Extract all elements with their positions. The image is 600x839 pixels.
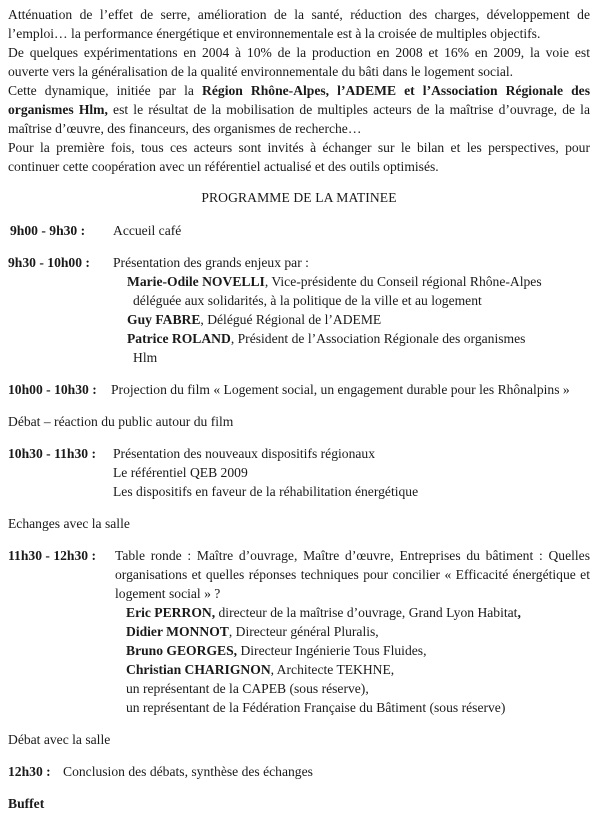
agenda-time: 9h00 - 9h30 : [10, 223, 86, 238]
agenda-time: 10h30 - 11h30 : [8, 446, 96, 461]
speaker-name: Didier MONNOT [126, 624, 229, 639]
agenda-text: Présentation des grands enjeux par : [113, 255, 309, 270]
speaker-name: Marie-Odile NOVELLI [127, 274, 265, 289]
speaker-novelli [113, 272, 590, 291]
programme-title: PROGRAMME DE LA MATINEE [201, 190, 397, 205]
echanges-salle: Echanges avec la salle [8, 516, 130, 531]
agenda-time: 9h30 - 10h00 : [8, 255, 90, 270]
agenda-text: Projection du film « Logement social, un engagement durable pour les Rhônalpins » [111, 382, 570, 397]
speaker-role: , Président de l’Association Régionale des organismes [230, 331, 526, 346]
agenda-time: 11h30 - 12h30 : [8, 548, 96, 563]
speaker-role: , Architecte TEKHNE, [270, 662, 395, 677]
agenda-item-accueil [8, 221, 590, 240]
speaker-name: Patrice ROLAND [127, 331, 231, 346]
intro-paragraph-2: De quelques expérimentations en 2004 à 10% de la production en 2008 et 16% en 2009, la voie est ouverte vers la généralisation de la qualité environnementale du bâti dans le logement social. [8, 45, 590, 79]
buffet-label: Buffet [8, 796, 45, 811]
speaker-ffb: un représentant de la Fédération Française du Bâtiment (sous réserve) [126, 700, 506, 715]
speaker-fabre [113, 310, 590, 329]
intro-paragraph-4: Pour la première fois, tous ces acteurs sont invités à échanger sur le bilan et les perspectives, pour continuer cette coopération avec un référentiel actualisé et des outils optimisés. [8, 140, 590, 174]
speaker-name: Guy FABRE [127, 312, 201, 327]
agenda-time: 12h30 : [8, 764, 51, 779]
document-page [8, 5, 590, 813]
agenda-text: Accueil café [113, 223, 182, 238]
speaker-role: , Délégué Régional de l’ADEME [200, 312, 382, 327]
agenda-item-dispositifs [8, 444, 590, 501]
speaker-perron [115, 603, 590, 622]
speaker-name: Christian CHARIGNON [126, 662, 271, 677]
speaker-role: directeur de la maîtrise d’ouvrage, Grand Lyon Habitat [215, 605, 518, 620]
speaker-name: Eric PERRON, [126, 605, 216, 620]
speaker-monnot [115, 622, 590, 641]
intro-section [8, 5, 590, 176]
intro-p3-partners: Région Rhône-Alpes, l’ADEME et l’Association Régionale des organismes Hlm, [8, 83, 590, 117]
speaker-charignon [115, 660, 590, 679]
speaker-role: , Vice-présidente du Conseil régional Rhône-Alpes [264, 274, 542, 289]
speaker-name: Bruno GEORGES, [126, 643, 238, 658]
agenda-text: Présentation des nouveaux dispositifs régionaux [113, 446, 376, 461]
speaker-capeb: un représentant de la CAPEB (sous réserve), [126, 681, 369, 696]
speaker-georges [115, 641, 590, 660]
agenda-text: Les dispositifs en faveur de la réhabilitation énergétique [113, 484, 419, 499]
speaker-role: Directeur Ingénierie Tous Fluides, [237, 643, 427, 658]
speaker-role-continued: déléguée aux solidarités, à la politique de la ville et au logement [133, 293, 482, 308]
speaker-comma: , [517, 605, 521, 620]
agenda-item-conclusion [8, 762, 590, 781]
intro-p3-text-a: Cette dynamique, initiée par la [8, 83, 203, 98]
intro-paragraph-1: Atténuation de l’effet de serre, amélioration de la santé, réduction des charges, développement de l’emploi… la performance énergétique et environnementale est à la croisée de multiples objectifs. [8, 7, 590, 41]
speaker-roland [113, 329, 590, 348]
debat-film: Débat – réaction du public autour du film [8, 414, 234, 429]
intro-paragraph-3 [8, 81, 590, 138]
agenda-item-film [8, 380, 590, 399]
agenda-item-table-ronde [8, 546, 590, 717]
speaker-role: , Directeur général Pluralis, [228, 624, 379, 639]
agenda-time: 10h00 - 10h30 : [8, 382, 97, 397]
debat-salle: Débat avec la salle [8, 732, 111, 747]
speaker-role-continued: Hlm [133, 350, 158, 365]
agenda-text: Table ronde : Maître d’ouvrage, Maître d’œuvre, Entreprises du bâtiment : Quelles organisations et quelles réponses techniques pour concilier « Efficacité énergétique et logement social » ? [115, 548, 590, 601]
agenda-item-enjeux [8, 253, 590, 367]
intro-p3-text-b: est le résultat de la mobilisation de multiples acteurs de la maîtrise d’ouvrage, de la maîtrise d’œuvre, des financeurs, des organismes de recherche… [8, 102, 590, 136]
agenda-text: Le référentiel QEB 2009 [113, 465, 248, 480]
agenda-text: Conclusion des débats, synthèse des échanges [63, 764, 313, 779]
